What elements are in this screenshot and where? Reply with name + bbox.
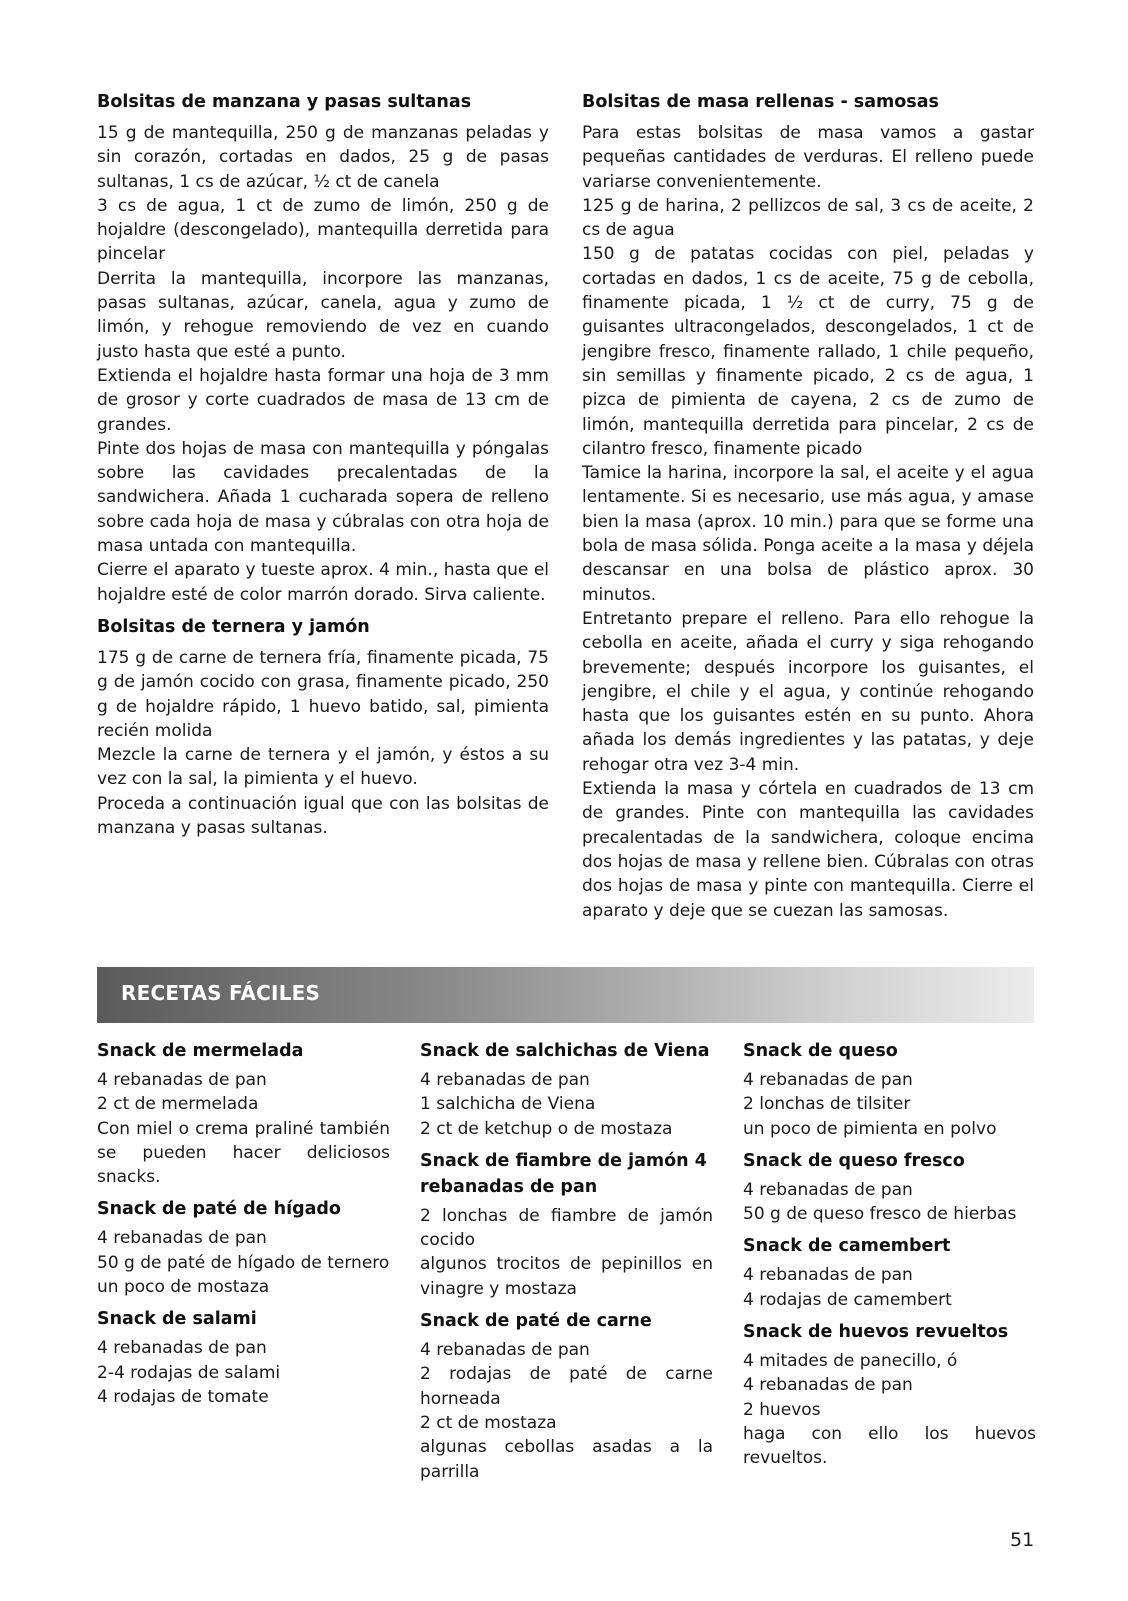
recipe-title: Bolsitas de ternera y jamón <box>97 616 370 637</box>
snack-line: 4 rebanadas de pan <box>97 1228 267 1249</box>
snack-recipe <box>743 1233 1036 1312</box>
snack-line: un poco de pimienta en polvo <box>743 1118 997 1139</box>
page-number: 51 <box>1010 1529 1035 1551</box>
snack-title: Snack de camembert <box>743 1236 951 1257</box>
snack-line: 4 rebanadas de pan <box>743 1070 913 1090</box>
easy-recipes-column-1 <box>97 1038 390 1416</box>
snack-line: 4 rebanadas de pan <box>97 1338 267 1359</box>
recipe-bolsitas-ternera <box>97 615 549 840</box>
easy-recipes-column-2 <box>420 1038 713 1491</box>
recipe-text: 175 g de carne de ternera fría, finamente picada, 75 g de jamón cocido con grasa, finamente picado, 250 g de hojaldre rápido, 1 huevo batido, sal, pimienta recién molida <box>97 647 549 741</box>
easy-recipes-column-3 <box>743 1038 1036 1478</box>
snack-recipe <box>743 1148 1036 1227</box>
recipe-bolsitas-manzana <box>97 90 549 607</box>
snack-line: 4 rebanadas de pan <box>743 1179 913 1200</box>
snack-line: 2 lonchas de tilsiter <box>743 1094 911 1115</box>
recipe-text: Derrita la mantequilla, incorpore las manzanas, pasas sultanas, azúcar, canela, agua y zumo de limón, y rehogue removiendo de vez en cuando justo hasta que esté a punto. <box>97 268 549 362</box>
snack-line: 4 rebanadas de pan <box>743 1375 913 1396</box>
snack-recipe <box>97 1306 390 1409</box>
recipe-text: Extienda la masa y córtela en cuadrados de 13 cm de grandes. Pinte con mantequilla las cavidades precalentadas de la sandwichera, coloque encima dos hojas de masa y rellene bien. Cúbralas con otras dos hojas de masa y pinte con mantequilla. Cierre el aparato y deje que se cuezan las samosas. <box>582 779 1034 921</box>
snack-line: 2 ct de mermelada <box>97 1094 259 1115</box>
snack-recipe <box>420 1308 713 1484</box>
snack-title: Snack de salami <box>97 1309 257 1330</box>
snack-recipe <box>97 1196 390 1299</box>
recipe-text: Pinte dos hojas de masa con mantequilla y póngalas sobre las cavidades precalentadas de la sandwichera. Añada 1 cucharada sopera de relleno sobre cada hoja de masa y cúbralas con otra hoja de masa untada con mantequilla. <box>97 438 549 557</box>
left-column <box>97 90 549 848</box>
recipe-text: Extienda el hojaldre hasta formar una hoja de 3 mm de grosor y corte cuadrados de masa de 13 cm de grandes. <box>97 365 549 435</box>
snack-title: Snack de huevos revueltos <box>743 1322 1009 1343</box>
snack-line: 2 rodajas de paté de carne horneada <box>420 1364 713 1409</box>
snack-line: haga con ello los huevos revueltos. <box>743 1423 1036 1469</box>
snack-line: 2 ct de mostaza <box>420 1412 557 1433</box>
snack-recipe <box>420 1148 713 1301</box>
snack-title: Snack de paté de carne <box>420 1311 652 1332</box>
recipe-text: 125 g de harina, 2 pellizcos de sal, 3 cs de aceite, 2 cs de agua <box>582 195 1034 241</box>
snack-line: algunas cebollas asadas a la parrilla <box>420 1437 713 1482</box>
snack-title: Snack de fiambre de jamón 4 rebanadas de pan <box>420 1150 707 1197</box>
snack-line: un poco de mostaza <box>97 1277 270 1298</box>
snack-line: 50 g de paté de hígado de ternero <box>97 1252 390 1273</box>
recipe-text: Entretanto prepare el relleno. Para ello rehogue la cebolla en aceite, añada el curry y siga rehogando brevemente; después incorpore los guisantes, el jengibre, el chile y el agua, y continúe rehogando hasta que los guisantes estén en su punto. Ahora añada los demás ingredientes y las patatas, y deje rehogar otra vez 3-4 min. <box>582 608 1034 775</box>
recipe-text: Mezcle la carne de ternera y el jamón, y éstos a su vez con la sal, la pimienta y el huevo. <box>97 745 549 790</box>
recipe-samosas <box>582 90 1034 923</box>
snack-line: 4 rebanadas de pan <box>743 1265 913 1286</box>
snack-line: 4 rodajas de camembert <box>743 1289 952 1310</box>
snack-line: 2 huevos <box>743 1399 821 1420</box>
snack-line: 2 ct de ketchup o de mostaza <box>420 1118 673 1139</box>
snack-line: 2-4 rodajas de salami <box>97 1362 281 1383</box>
snack-line: 2 lonchas de fiambre de jamón cocido <box>420 1205 713 1251</box>
recipe-text: 3 cs de agua, 1 ct de zumo de limón, 250 g de hojaldre (descongelado), mantequilla derretida para pincelar <box>97 195 549 265</box>
snack-line: Con miel o crema praliné también se pueden hacer deliciosos snacks. <box>97 1118 390 1188</box>
recipe-text: Tamice la harina, incorpore la sal, el aceite y el agua lentamente. Si es necesario, use más agua, y amase bien la masa (aprox. 10 min.) para que se forme una bola de masa sólida. Ponga aceite a la masa y déjela descansar en una bolsa de plástico aprox. 30 minutos. <box>582 463 1034 605</box>
recipe-title: Bolsitas de manzana y pasas sultanas <box>97 92 472 112</box>
recipe-text: Cierre el aparato y tueste aprox. 4 min., hasta que el hojaldre esté de color marrón dorado. Sirva caliente. <box>97 560 549 605</box>
snack-line: 4 rebanadas de pan <box>420 1340 590 1361</box>
snack-line: 4 rebanadas de pan <box>420 1070 590 1090</box>
snack-recipe <box>743 1319 1036 1470</box>
snack-title: Snack de salchichas de Viena <box>420 1041 710 1061</box>
snack-title: Snack de queso <box>743 1041 898 1061</box>
section-title: RECETAS FÁCILES <box>121 981 321 1005</box>
snack-title: Snack de mermelada <box>97 1041 304 1061</box>
snack-recipe <box>97 1038 390 1189</box>
section-banner <box>97 967 1034 1023</box>
snack-line: 50 g de queso fresco de hierbas <box>743 1204 1017 1225</box>
recipe-text: Para estas bolsitas de masa vamos a gastar pequeñas cantidades de verduras. El relleno puede variarse convenientemente. <box>582 123 1034 192</box>
recipe-text: 150 g de patatas cocidas con piel, peladas y cortadas en dados, 1 cs de aceite, 75 g de cebolla, finamente picada, 1 ½ ct de curry, 75 g de guisantes ultracongelados, descongelados, 1 ct de jengibre fresco, finamente rallado, 1 chile pequeño, sin semillas y finamente picado, 2 cs de agua, 1 pizca de pimienta de cayena, 2 cs de zumo de limón, mantequilla derretida para pincelar, 2 cs de cilantro fresco, finamente picado <box>582 244 1034 459</box>
recipe-text: 15 g de mantequilla, 250 g de manzanas peladas y sin corazón, cortadas en dados, 25 g de pasas sultanas, 1 cs de azúcar, ½ ct de canela <box>97 123 549 192</box>
snack-title: Snack de paté de hígado <box>97 1199 341 1220</box>
recipe-title: Bolsitas de masa rellenas - samosas <box>582 92 939 112</box>
snack-line: 4 mitades de panecillo, ó <box>743 1351 958 1372</box>
recipe-text: Proceda a continuación igual que con las bolsitas de manzana y pasas sultanas. <box>97 793 549 839</box>
snack-recipe <box>743 1038 1036 1141</box>
snack-line: 4 rodajas de tomate <box>97 1386 269 1407</box>
snack-line: 4 rebanadas de pan <box>97 1070 267 1090</box>
right-column <box>582 90 1034 931</box>
snack-title: Snack de queso fresco <box>743 1150 965 1171</box>
snack-recipe <box>420 1038 713 1141</box>
snack-line: algunos trocitos de pepinillos en vinagre y mostaza <box>420 1254 713 1299</box>
snack-line: 1 salchicha de Viena <box>420 1094 596 1115</box>
